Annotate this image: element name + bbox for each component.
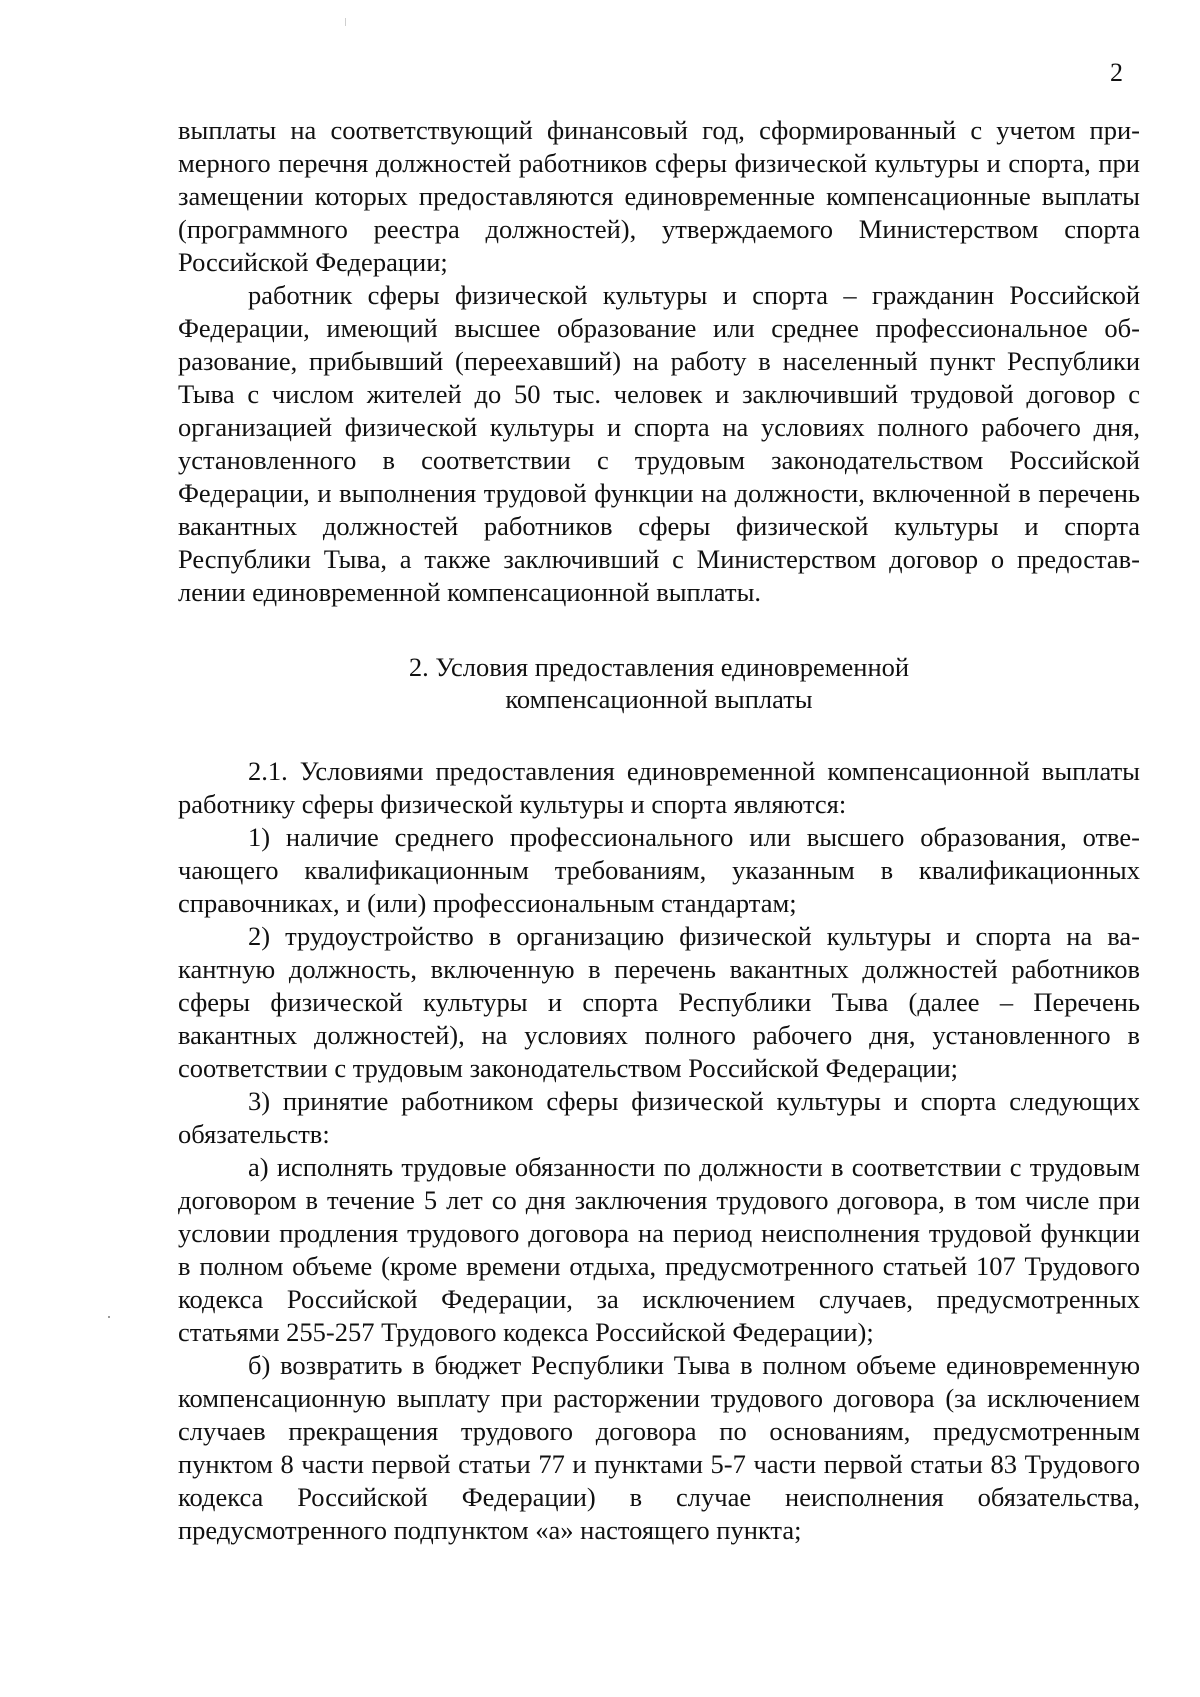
paragraph-continuation: выплаты на соответствующий финансовый год, сформированный с учетом примерного перечня должностей работников сферы физической культуры и спорта, при замещении которых предоставляются единовременные компенсационные выплаты (программного реестра должностей), утверждаемого Министерством спорта Российской Федерации; [178, 115, 1140, 277]
page-number: 2 [1110, 58, 1123, 87]
section-heading-line-1: 2. Условия предоставления единовременной [408, 652, 910, 682]
paragraph-definition: работник сферы физической культуры и спорта – гражданин Российской Федерации, имеющий высшее образование или среднее профессиональное образование, прибывший (переехавший) на работу в населенный пункт Республики Тыва с числом жителей до 50 тыс. человек и заключивший трудовой договор с организацией физической культуры и спорта на условиях полного рабочего дня, установленного в соответствии с трудовым законодательством Российской Федерации, и выполнения трудовой функции на должности, включенной в перечень вакантных должностей работников сферы физической культуры и спорта Республики Тыва, а также заключивший с Министерством договор о предоставлении единовременной компенсационной выплаты. [178, 280, 1140, 607]
section-heading-line-2: компенсационной выплаты [505, 684, 813, 714]
section-heading [178, 651, 1140, 715]
subclause-b: б) возвратить в бюджет Республики Тыва в полном объеме единовременную компенсационную выплату при расторжении трудового договора (за исключением случаев прекращения трудового договора по основаниям, предусмотренным пунктом 8 части первой статьи 77 и пунктами 5-7 части первой статьи 83 Трудового кодекса Российской Федерации) в случае неисполнения обязательства, предусмотренного подпунктом «а» настоящего пункта; [178, 1350, 1140, 1545]
scan-artifact [345, 18, 346, 26]
clause-2-1: 2.1. Условиями предоставления единовременной компенсационной выплаты работнику сферы физической культуры и спорта являются: [178, 756, 1140, 819]
clause-item-1: 1) наличие среднего профессионального или высшего образования, отвечающего квалификационным требованиям, указанным в квалификационных справочниках, и (или) профессиональным стандартам; [178, 822, 1140, 918]
scan-artifact [108, 1316, 110, 1318]
clause-item-2: 2) трудоустройство в организацию физической культуры и спорта на вакантную должность, включенную в перечень вакантных должностей работников сферы физической культуры и спорта Республики Тыва (далее – Перечень вакантных должностей), на условиях полного рабочего дня, установленного в соответствии с трудовым законодательством Российской Федерации; [178, 921, 1140, 1083]
clause-item-3: 3) принятие работником сферы физической культуры и спорта следующих обязательств: [178, 1086, 1140, 1149]
document-body [178, 114, 1140, 1547]
subclause-a: а) исполнять трудовые обязанности по должности в соответствии с трудовым договором в течение 5 лет со дня заключения трудового договора, в том числе при условии продления трудового договора на период неисполнения трудовой функции в полном объеме (кроме времени отдыха, предусмотренного статьей 107 Трудового кодекса Российской Федерации, за исключением случаев, предусмотренных статьями 255-257 Трудового кодекса Российской Федерации); [178, 1152, 1140, 1347]
